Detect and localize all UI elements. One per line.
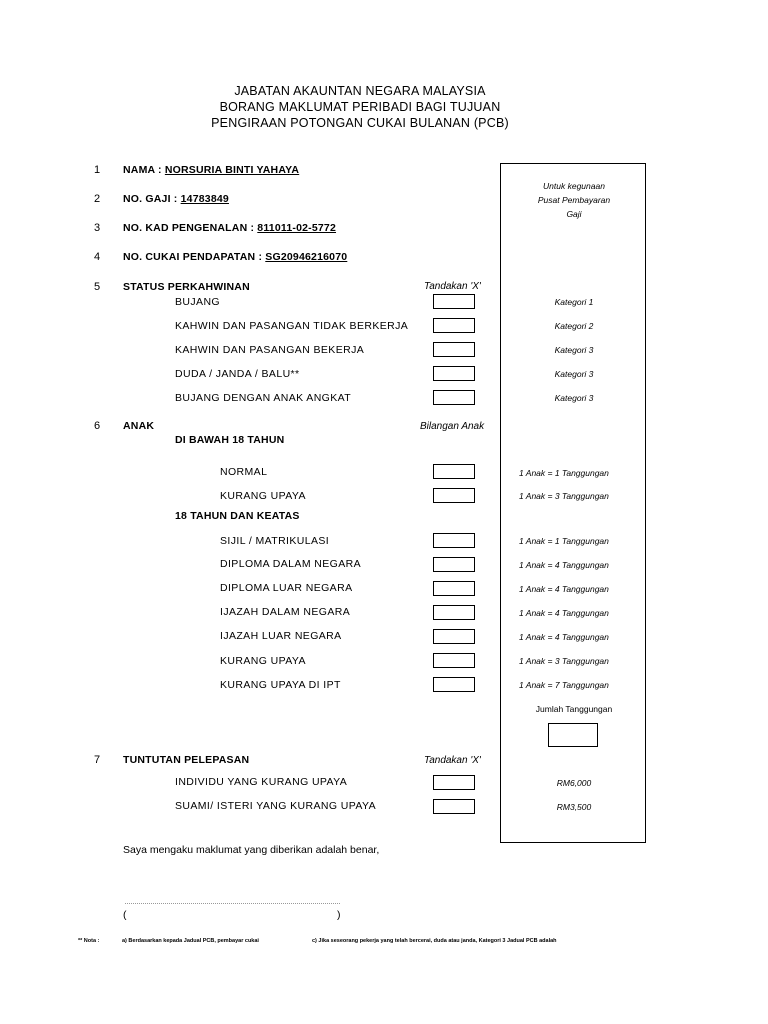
name-field [123,164,299,176]
child-count-input[interactable] [433,464,475,479]
option-label: SUAMI/ ISTERI YANG KURANG UPAYA [175,800,377,812]
field-label: NO. CUKAI PENDAPATAN : [123,251,263,263]
header-subtitle-2: PENGIRAAN POTONGAN CUKAI BULANAN (PCB) [211,116,509,130]
field-value: 811011-02-5772 [257,222,337,234]
total-dependents-box[interactable] [548,723,598,747]
panel-heading: Pusat Pembayaran [537,195,611,205]
header-title: JABATAN AKAUNTAN NEGARA MALAYSIA [234,84,486,98]
count-hint: Bilangan Anak [420,421,485,432]
child-count-input[interactable] [433,533,475,548]
subsection-title: DI BAWAH 18 TAHUN [175,434,285,446]
field-number: 4 [94,251,101,263]
section-title-relief: TUNTUTAN PELEPASAN [123,754,250,766]
panel-heading: Untuk kegunaan [543,181,605,191]
dependent-rule: 1 Anak = 1 Tanggungan [519,468,609,478]
option-label: DIPLOMA DALAM NEGARA [220,558,362,570]
section-number: 5 [94,281,101,293]
field-number: 1 [94,164,101,176]
status-checkbox[interactable] [433,390,475,405]
option-label: KURANG UPAYA [220,655,306,667]
child-count-input[interactable] [433,488,475,503]
option-label: NORMAL [220,466,268,478]
relief-amount: RM3,500 [556,802,592,812]
option-label: SIJIL / MATRIKULASI [220,535,330,547]
signature-line[interactable] [125,903,340,904]
dependent-rule: 1 Anak = 1 Tanggungan [519,536,609,546]
dependent-rule: 1 Anak = 7 Tanggungan [519,680,609,690]
section-number: 7 [94,754,101,766]
child-count-input[interactable] [433,677,475,692]
subsection-title: 18 TAHUN DAN KEATAS [175,510,300,522]
note-c: c) Jika seseorang pekerja yang telah bercerai, duda atau janda, Kategori 3 Jadual PCB adalah [312,938,557,944]
header-subtitle: BORANG MAKLUMAT PERIBADI BAGI TUJUAN [219,100,501,114]
dependent-rule: 1 Anak = 3 Tanggungan [519,656,609,666]
field-value: SG20946216070 [265,251,348,263]
office-use-panel [500,163,646,843]
section-title-anak: ANAK [123,420,155,432]
option-label: KURANG UPAYA [220,490,306,502]
dependent-rule: 1 Anak = 4 Tanggungan [519,608,609,618]
salary-no-field [123,193,229,205]
category-label: Kategori 3 [554,393,594,403]
section-title-status: STATUS PERKAHWINAN [123,281,250,293]
field-label: NO. GAJI : [123,193,178,205]
option-label: IJAZAH LUAR NEGARA [220,630,342,642]
dependent-rule: 1 Anak = 4 Tanggungan [519,584,609,594]
dependent-rule: 1 Anak = 4 Tanggungan [519,632,609,642]
declaration-text: Saya mengaku maklumat yang diberikan adalah benar, [123,844,380,856]
tax-no-field [123,251,347,263]
relief-checkbox[interactable] [433,775,475,790]
child-count-input[interactable] [433,605,475,620]
mark-hint: Tandakan 'X' [424,755,481,766]
mark-hint: Tandakan 'X' [424,281,481,292]
option-label: KAHWIN DAN PASANGAN TIDAK BERKERJA [175,320,409,332]
status-checkbox[interactable] [433,366,475,381]
ic-no-field [123,222,336,234]
option-label: DUDA / JANDA / BALU** [175,368,300,380]
option-label: BUJANG DENGAN ANAK ANGKAT [175,392,352,404]
signature-bracket-open: ( [123,909,127,921]
child-count-input[interactable] [433,581,475,596]
field-value: NORSURIA BINTI YAHAYA [164,164,300,176]
relief-amount: RM6,000 [556,778,592,788]
option-label: DIPLOMA LUAR NEGARA [220,582,353,594]
child-count-input[interactable] [433,557,475,572]
child-count-input[interactable] [433,629,475,644]
signature-bracket-close: ) [337,909,341,921]
field-number: 2 [94,193,101,205]
section-number: 6 [94,420,101,432]
child-count-input[interactable] [433,653,475,668]
field-value: 14783849 [180,193,229,205]
total-dependents-label: Jumlah Tanggungan [535,704,613,714]
category-label: Kategori 3 [554,345,594,355]
option-label: KAHWIN DAN PASANGAN BEKERJA [175,344,365,356]
category-label: Kategori 1 [554,297,594,307]
relief-checkbox[interactable] [433,799,475,814]
panel-heading: Gaji [566,209,582,219]
option-label: BUJANG [175,296,220,308]
dependent-rule: 1 Anak = 4 Tanggungan [519,560,609,570]
status-checkbox[interactable] [433,318,475,333]
category-label: Kategori 2 [554,321,594,331]
status-checkbox[interactable] [433,294,475,309]
status-checkbox[interactable] [433,342,475,357]
category-label: Kategori 3 [554,369,594,379]
field-number: 3 [94,222,101,234]
note-label: ** Nota : [78,938,100,944]
option-label: INDIVIDU YANG KURANG UPAYA [175,776,348,788]
field-label: NO. KAD PENGENALAN : [123,222,255,234]
dependent-rule: 1 Anak = 3 Tanggungan [519,491,609,501]
note-a: a) Berdasarkan kepada Jadual PCB, pembayar cukai [122,938,259,944]
field-label: NAMA : [123,164,162,176]
option-label: KURANG UPAYA DI IPT [220,679,341,691]
option-label: IJAZAH DALAM NEGARA [220,606,351,618]
